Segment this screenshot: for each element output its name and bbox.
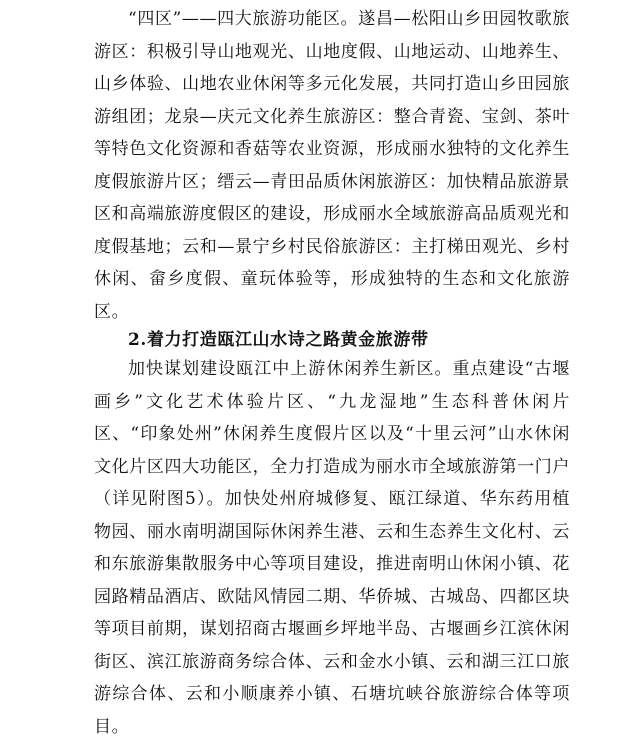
paragraph-oujiang-leisure-new-area: 加快谋划建设瓯江中上游休闲养生新区。重点建设“古堰画乡”文化艺术体验片区、“九龙湿地”生态科普休闲片区、“印象处州”休闲养生度假片区以及“十里云河”山水休闲文化片区四大功能区，全力打造成为丽水市全域旅游第一门户（详见附图5）。加快处州府城修复、瓯江绿道、华东药用植物园、丽水南明湖国际休闲养生港、云和生态养生文化村、云和东旅游集散服务中心等项目建设，推进南明山休闲小镇、花园路精品酒店、欧陆风情园二期、华侨城、古城岛、四都区块等项目前期，谋划招商古堰画乡坪地半岛、古堰画乡江滨休闲街区、滨江旅游商务综合体、云和金水小镇、云和湖三江口旅游综合体、云和小顺康养小镇、石塘坑峡谷旅游综合体等项目。 (94, 359, 570, 737)
paragraph-four-zones: “四区”——四大旅游功能区。遂昌—松阳山乡田园牧歌旅游区：积极引导山地观光、山地度假、山地运动、山地养生、山乡体验、山地农业休闲等多元化发展，共同打造山乡田园旅游组团；龙泉—庆元文化养生旅游区：整合青瓷、宝剑、茶叶等特色文化资源和香菇等农业资源，形成丽水独特的文化养生度假旅游片区；缙云—青田品质休闲旅游区：加快精品旅游景区和高端旅游度假区的建设，形成丽水全域旅游高品质观光和度假基地；云和—景宁乡村民俗旅游区：主打梯田观光、乡村休闲、畲乡度假、童玩体验等，形成独特的生态和文化旅游区。 (94, 9, 570, 322)
section-heading-oujiang-golden-tourism-belt: 2.着力打造瓯江山水诗之路黄金旅游带 (128, 330, 429, 350)
